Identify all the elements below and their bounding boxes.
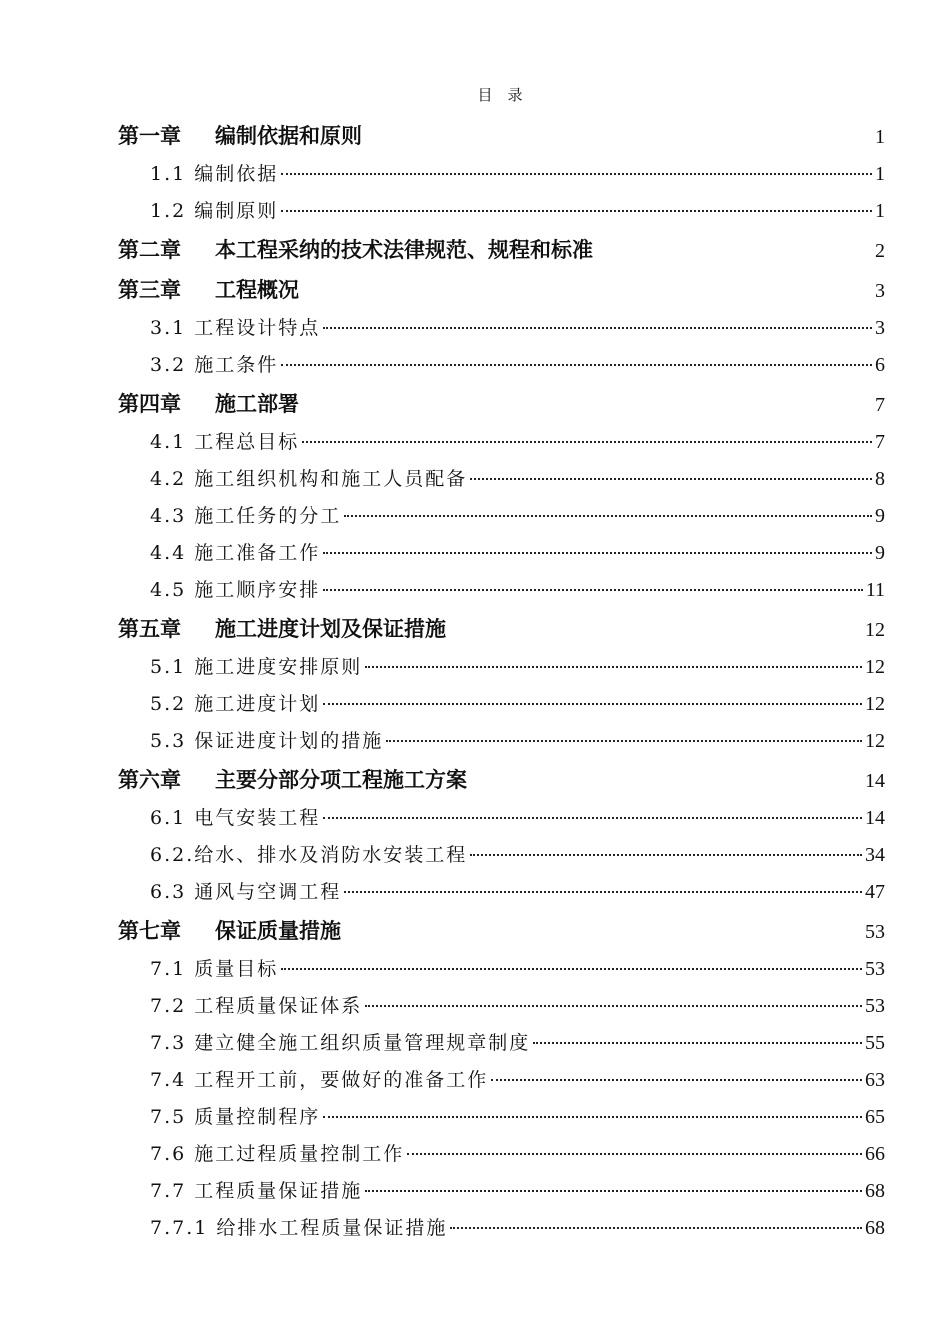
section-title: 5.1 施工进度安排原则 bbox=[150, 656, 363, 678]
page-number: 68 bbox=[865, 1217, 885, 1239]
page-number: 53 bbox=[865, 958, 885, 980]
section-title: 7.4 工程开工前，要做好的准备工作 bbox=[150, 1069, 489, 1091]
toc-section-row[interactable] bbox=[118, 461, 885, 498]
toc-section-row[interactable] bbox=[118, 649, 885, 686]
toc-chapter-row[interactable] bbox=[118, 911, 885, 951]
page-number: 12 bbox=[865, 693, 885, 715]
table-of-contents bbox=[118, 116, 885, 1247]
page-number: 14 bbox=[865, 770, 885, 792]
chapter-number: 第六章 bbox=[118, 768, 181, 792]
dot-leader bbox=[344, 891, 862, 893]
dot-leader bbox=[386, 740, 862, 742]
dot-leader bbox=[281, 210, 872, 212]
section-title: 4.2 施工组织机构和施工人员配备 bbox=[150, 468, 468, 490]
chapter-number: 第七章 bbox=[118, 919, 181, 943]
page-number: 55 bbox=[865, 1032, 885, 1054]
page-number: 63 bbox=[865, 1069, 885, 1091]
section-title: 6.1 电气安装工程 bbox=[150, 807, 321, 829]
page-number: 9 bbox=[875, 505, 885, 527]
toc-section-row[interactable] bbox=[118, 535, 885, 572]
chapter-number: 第一章 bbox=[118, 124, 181, 148]
section-title: 6.3 通风与空调工程 bbox=[150, 881, 342, 903]
page-number: 14 bbox=[865, 807, 885, 829]
dot-leader bbox=[407, 1153, 862, 1155]
toc-section-row[interactable] bbox=[118, 1062, 885, 1099]
section-title: 7.7 工程质量保证措施 bbox=[150, 1180, 363, 1202]
page-number: 2 bbox=[875, 240, 885, 262]
page-number: 1 bbox=[875, 200, 885, 222]
chapter-number: 第三章 bbox=[118, 278, 181, 302]
section-title: 7.5 质量控制程序 bbox=[150, 1106, 321, 1128]
dot-leader bbox=[323, 327, 872, 329]
section-title: 7.1 质量目标 bbox=[150, 958, 279, 980]
dot-leader bbox=[281, 173, 872, 175]
toc-chapter-row[interactable] bbox=[118, 230, 885, 270]
toc-section-row[interactable] bbox=[118, 1173, 885, 1210]
toc-section-row[interactable] bbox=[118, 1136, 885, 1173]
dot-leader bbox=[323, 1116, 862, 1118]
page-number: 9 bbox=[875, 542, 885, 564]
section-title: 5.2 施工进度计划 bbox=[150, 693, 321, 715]
section-title: 3.1 工程设计特点 bbox=[150, 317, 321, 339]
dot-leader bbox=[302, 441, 872, 443]
dot-leader bbox=[491, 1079, 862, 1081]
chapter-number: 第二章 bbox=[118, 238, 181, 262]
toc-chapter-row[interactable] bbox=[118, 760, 885, 800]
chapter-title: 主要分部分项工程施工方案 bbox=[215, 768, 467, 792]
chapter-title: 本工程采纳的技术法律规范、规程和标准 bbox=[215, 238, 593, 262]
dot-leader bbox=[470, 478, 872, 480]
chapter-title: 施工进度计划及保证措施 bbox=[215, 617, 446, 641]
page-number: 11 bbox=[865, 579, 885, 601]
toc-section-row[interactable] bbox=[118, 1210, 885, 1247]
page-number: 3 bbox=[875, 280, 885, 302]
dot-leader bbox=[365, 1190, 862, 1192]
chapter-title: 工程概况 bbox=[215, 278, 299, 302]
page-number: 53 bbox=[865, 995, 885, 1017]
dot-leader bbox=[281, 968, 862, 970]
dot-leader bbox=[450, 1227, 862, 1229]
toc-section-row[interactable] bbox=[118, 193, 885, 230]
page-number: 1 bbox=[875, 163, 885, 185]
section-title: 4.3 施工任务的分工 bbox=[150, 505, 342, 527]
page-number: 65 bbox=[865, 1106, 885, 1128]
page-number: 12 bbox=[865, 619, 885, 641]
section-title: 7.7.1 给排水工程质量保证措施 bbox=[150, 1217, 448, 1239]
toc-section-row[interactable] bbox=[118, 1025, 885, 1062]
dot-leader bbox=[281, 364, 872, 366]
toc-title: 目 录 bbox=[477, 86, 523, 104]
section-title: 4.1 工程总目标 bbox=[150, 431, 300, 453]
section-title: 7.2 工程质量保证体系 bbox=[150, 995, 363, 1017]
toc-section-row[interactable] bbox=[118, 800, 885, 837]
toc-section-row[interactable] bbox=[118, 310, 885, 347]
toc-section-row[interactable] bbox=[118, 951, 885, 988]
page-number: 12 bbox=[865, 730, 885, 752]
toc-section-row[interactable] bbox=[118, 1099, 885, 1136]
section-title: 7.6 施工过程质量控制工作 bbox=[150, 1143, 405, 1165]
section-title: 5.3 保证进度计划的措施 bbox=[150, 730, 384, 752]
dot-leader bbox=[323, 552, 872, 554]
page-number: 6 bbox=[875, 354, 885, 376]
toc-chapter-row[interactable] bbox=[118, 609, 885, 649]
page-number: 3 bbox=[875, 317, 885, 339]
dot-leader bbox=[323, 817, 862, 819]
page-number: 12 bbox=[865, 656, 885, 678]
section-title: 4.5 施工顺序安排 bbox=[150, 579, 321, 601]
dot-leader bbox=[365, 666, 862, 668]
toc-section-row[interactable] bbox=[118, 572, 885, 609]
section-title: 6.2.给水、排水及消防水安装工程 bbox=[150, 844, 468, 866]
toc-chapter-row[interactable] bbox=[118, 384, 885, 424]
page-number: 47 bbox=[865, 881, 885, 903]
toc-chapter-row[interactable] bbox=[118, 116, 885, 156]
toc-chapter-row[interactable] bbox=[118, 270, 885, 310]
toc-section-row[interactable] bbox=[118, 837, 885, 874]
dot-leader bbox=[323, 703, 862, 705]
dot-leader bbox=[344, 515, 872, 517]
chapter-title: 编制依据和原则 bbox=[215, 124, 362, 148]
toc-section-row[interactable] bbox=[118, 156, 885, 193]
toc-section-row[interactable] bbox=[118, 686, 885, 723]
chapter-number: 第四章 bbox=[118, 392, 181, 416]
dot-leader bbox=[365, 1005, 862, 1007]
section-title: 1.2 编制原则 bbox=[150, 200, 279, 222]
page-number: 53 bbox=[865, 921, 885, 943]
page-number: 34 bbox=[865, 844, 885, 866]
chapter-title: 保证质量措施 bbox=[215, 919, 341, 943]
dot-leader bbox=[470, 854, 862, 856]
page-number: 7 bbox=[875, 394, 885, 416]
toc-section-row[interactable] bbox=[118, 988, 885, 1025]
chapter-title: 施工部署 bbox=[215, 392, 299, 416]
section-title: 3.2 施工条件 bbox=[150, 354, 279, 376]
section-title: 7.3 建立健全施工组织质量管理规章制度 bbox=[150, 1032, 531, 1054]
page-number: 68 bbox=[865, 1180, 885, 1202]
toc-section-row[interactable] bbox=[118, 424, 885, 461]
toc-section-row[interactable] bbox=[118, 347, 885, 384]
dot-leader bbox=[533, 1042, 862, 1044]
page-number: 66 bbox=[865, 1143, 885, 1165]
toc-section-row[interactable] bbox=[118, 874, 885, 911]
section-title: 1.1 编制依据 bbox=[150, 163, 279, 185]
page-number: 8 bbox=[875, 468, 885, 490]
section-title: 4.4 施工准备工作 bbox=[150, 542, 321, 564]
dot-leader bbox=[323, 589, 862, 591]
chapter-number: 第五章 bbox=[118, 617, 181, 641]
toc-section-row[interactable] bbox=[118, 723, 885, 760]
page-number: 1 bbox=[875, 126, 885, 148]
toc-section-row[interactable] bbox=[118, 498, 885, 535]
page-number: 7 bbox=[875, 431, 885, 453]
